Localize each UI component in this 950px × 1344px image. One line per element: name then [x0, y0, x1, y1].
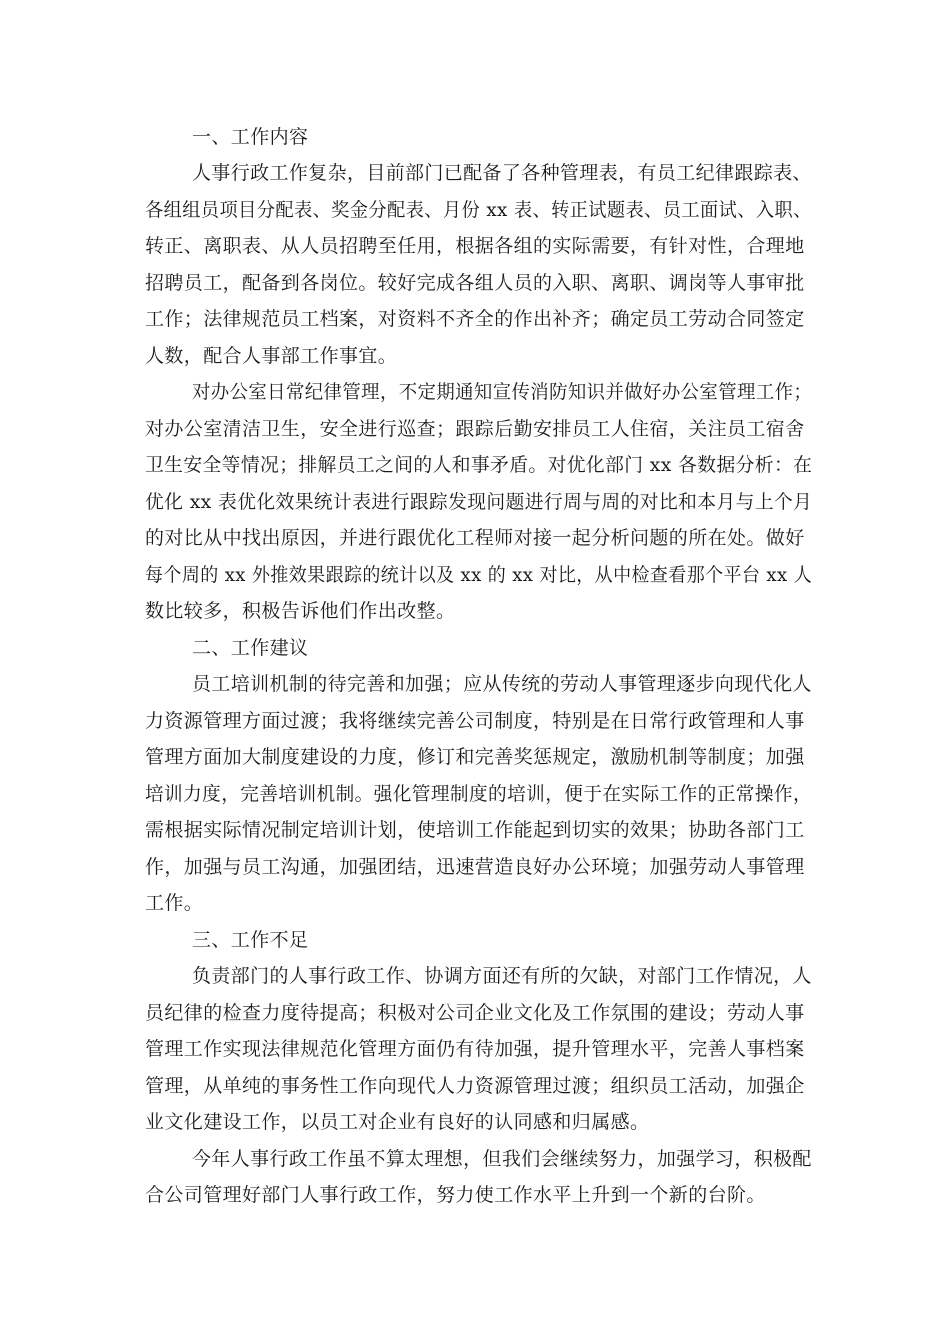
paragraph-line: 培训力度，完善培训机制。强化管理制度的培训，便于在实际工作的正常操作，: [145, 783, 813, 805]
paragraph-line: 每个周的 xx 外推效果跟踪的统计以及 xx 的 xx 对比，从中检查看那个平台 xx 人: [145, 564, 813, 586]
paragraph-line: 需根据实际情况制定培训计划，使培训工作能起到切实的效果；协助各部门工: [145, 819, 805, 841]
paragraph-line: 管理工作实现法律规范化管理方面仍有待加强，提升管理水平，完善人事档案: [145, 1038, 805, 1060]
paragraph-line: 转正、离职表、从人员招聘至任用，根据各组的实际需要，有针对性，合理地: [145, 235, 805, 257]
paragraph-line: 合公司管理好部门人事行政工作，努力使工作水平上升到一个新的台阶。: [145, 1184, 766, 1206]
paragraph-line: 力资源管理方面过渡；我将继续完善公司制度，特别是在日常行政管理和人事: [145, 710, 805, 732]
heading-work-shortcomings: 三、工作不足: [192, 929, 309, 951]
paragraph-line: 优化 xx 表优化效果统计表进行跟踪发现问题进行周与周的对比和本月与上个月: [145, 491, 813, 513]
paragraph-line: 工作。: [145, 892, 204, 914]
paragraph-line: 业文化建设工作，以员工对企业有良好的认同感和归属感。: [145, 1111, 650, 1133]
paragraph-line: 管理，从单纯的事务性工作向现代人力资源管理过渡；组织员工活动，加强企: [145, 1075, 805, 1097]
heading-work-content: 一、工作内容: [192, 126, 309, 148]
paragraph-line: 各组组员项目分配表、奖金分配表、月份 xx 表、转正试题表、员工面试、入职、: [145, 199, 812, 221]
paragraph-line: 员纪律的检查力度待提高；积极对公司企业文化及工作氛围的建设；劳动人事: [145, 1002, 805, 1024]
paragraph-line: 人事行政工作复杂，目前部门已配备了各种管理表，有员工纪律跟踪表、: [192, 162, 812, 184]
paragraph-line: 对办公室日常纪律管理，不定期通知宣传消防知识并做好办公室管理工作；: [192, 381, 813, 403]
paragraph-line: 负责部门的人事行政工作、协调方面还有所的欠缺，对部门工作情况，人: [192, 965, 812, 987]
paragraph-line: 作，加强与员工沟通，加强团结，迅速营造良好办公环境；加强劳动人事管理: [145, 856, 805, 878]
paragraph-line: 招聘员工，配备到各岗位。较好完成各组人员的入职、离职、调岗等人事审批: [145, 272, 805, 294]
paragraph-line: 工作；法律规范员工档案，对资料不齐全的作出补齐；确定员工劳动合同签定: [145, 308, 805, 330]
paragraph-line: 的对比从中找出原因，并进行跟优化工程师对接一起分析问题的所在处。做好: [145, 527, 805, 549]
paragraph-line: 数比较多，积极告诉他们作出改整。: [145, 600, 456, 622]
paragraph-line: 人数，配合人事部工作事宜。: [145, 345, 398, 367]
paragraph-line: 今年人事行政工作虽不算太理想，但我们会继续努力，加强学习，积极配: [192, 1148, 812, 1170]
heading-work-suggestions: 二、工作建议: [192, 637, 309, 659]
paragraph-line: 员工培训机制的待完善和加强；应从传统的劳动人事管理逐步向现代化人: [192, 673, 812, 695]
paragraph-line: 管理方面加大制度建设的力度，修订和完善奖惩规定，激励机制等制度；加强: [145, 746, 805, 768]
paragraph-line: 对办公室清洁卫生，安全进行巡查；跟踪后勤安排员工人住宿，关注员工宿舍: [145, 418, 805, 440]
paragraph-line: 卫生安全等情况；排解员工之间的人和事矛盾。对优化部门 xx 各数据分析：在: [145, 454, 813, 476]
